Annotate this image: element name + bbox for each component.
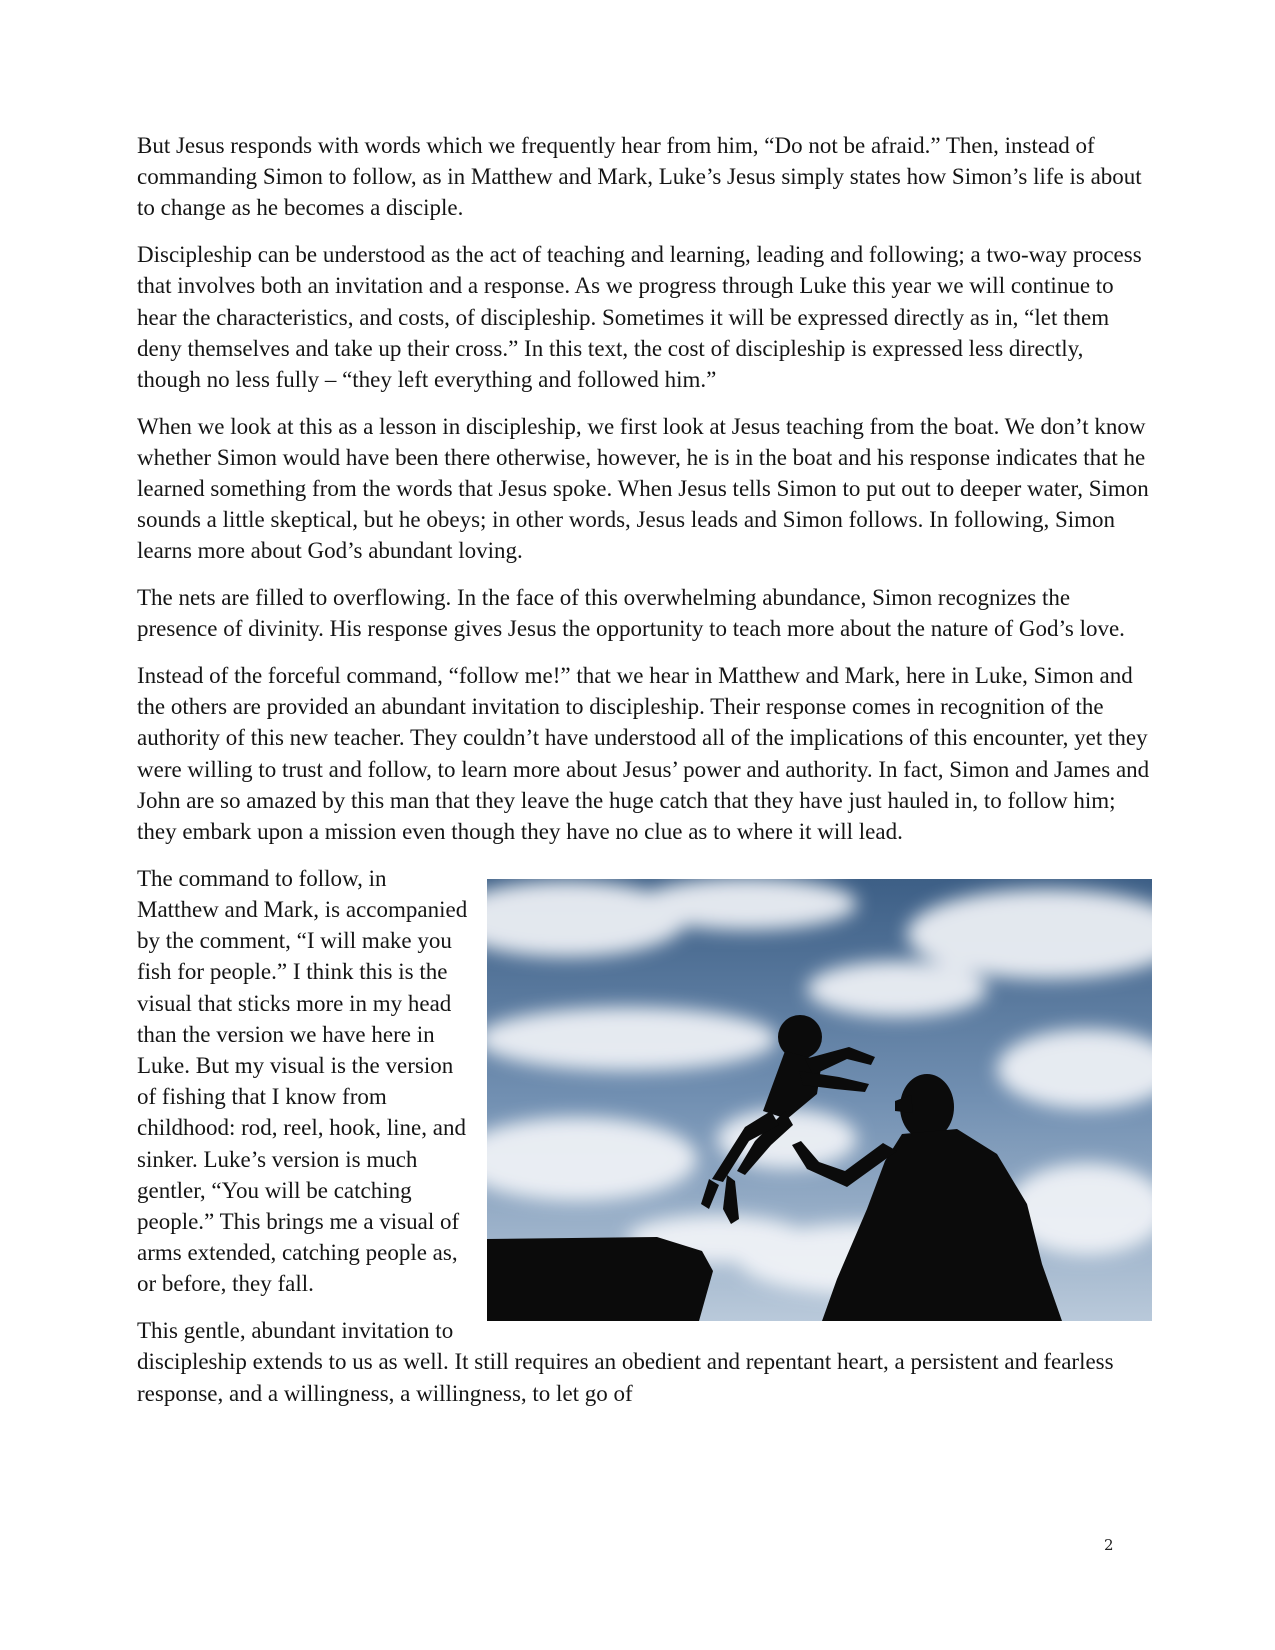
paragraph-2: Discipleship can be understood as the act of teaching and learning, leading and following; a two-way process that involves both an invitation and a response. As we progress through Luke this year we will continue to hear the characteristics, and costs, of discipleship. Sometimes it will be expressed directly as in, “let them deny themselves and take up their cross.” In this text, the cost of discipleship is expressed less directly, though no less fully – “they left everything and followed him.” <box>137 242 1142 392</box>
paragraph-5: Instead of the forceful command, “follow me!” that we hear in Matthew and Mark, here in Luke, Simon and the others are provided an abundant invitation to discipleship. Their response comes in recognition of the authority of this new teacher. They couldn’t have understood all of the implications of this encounter, yet they were willing to trust and follow, to learn more about Jesus’ power and authority. In fact, Simon and James and John are so amazed by this man that they leave the huge catch that they have just hauled in, to follow him; they embark upon a mission even though they have no clue as to where it will lead. <box>137 663 1150 845</box>
paragraph-1: But Jesus responds with words which we frequently hear from him, “Do not be afraid.” Then, instead of commanding Simon to follow, as in Matthew and Mark, Luke’s Jesus simply states how Simon’s life is about to change as he becomes a disciple. <box>137 133 1142 221</box>
silhouette-photo <box>487 879 1152 1321</box>
paragraph-7: This gentle, abundant invitation to discipleship extends to us as well. It still requires an obedient and repentant heart, a persistent and fearless response, and a willingness, a willingness, to let go of <box>137 1318 1114 1406</box>
body-text <box>137 130 1152 1424</box>
paragraph-6: The command to follow, in Matthew and Mark, is accompanied by the comment, “I will make you fish for people.” I think this is the visual that sticks more in my head than the version we have here in Luke. But my visual is the version of fishing that I know from childhood: rod, reel, hook, line, and sinker. Luke’s version is much gentler, “You will be catching people.” This brings me a visual of arms extended, catching people as, or before, they fall. <box>137 865 468 1297</box>
paragraph-3: When we look at this as a lesson in discipleship, we first look at Jesus teaching from the boat. We don’t know whether Simon would have been there otherwise, however, he is in the boat and his response indicates that he learned something from the words that Jesus spoke. When Jesus tells Simon to put out to deeper water, Simon sounds a little skeptical, but he obeys; in other words, Jesus leads and Simon follows. In following, Simon learns more about God’s abundant loving. <box>137 413 1149 564</box>
cliff-ledge <box>487 1237 713 1321</box>
page-number: 2 <box>1104 1536 1114 1554</box>
paragraph-4: The nets are filled to overflowing. In the face of this overwhelming abundance, Simon recognizes the presence of divinity. His response gives Jesus the opportunity to teach more about the nature of God’s love. <box>137 585 1125 642</box>
